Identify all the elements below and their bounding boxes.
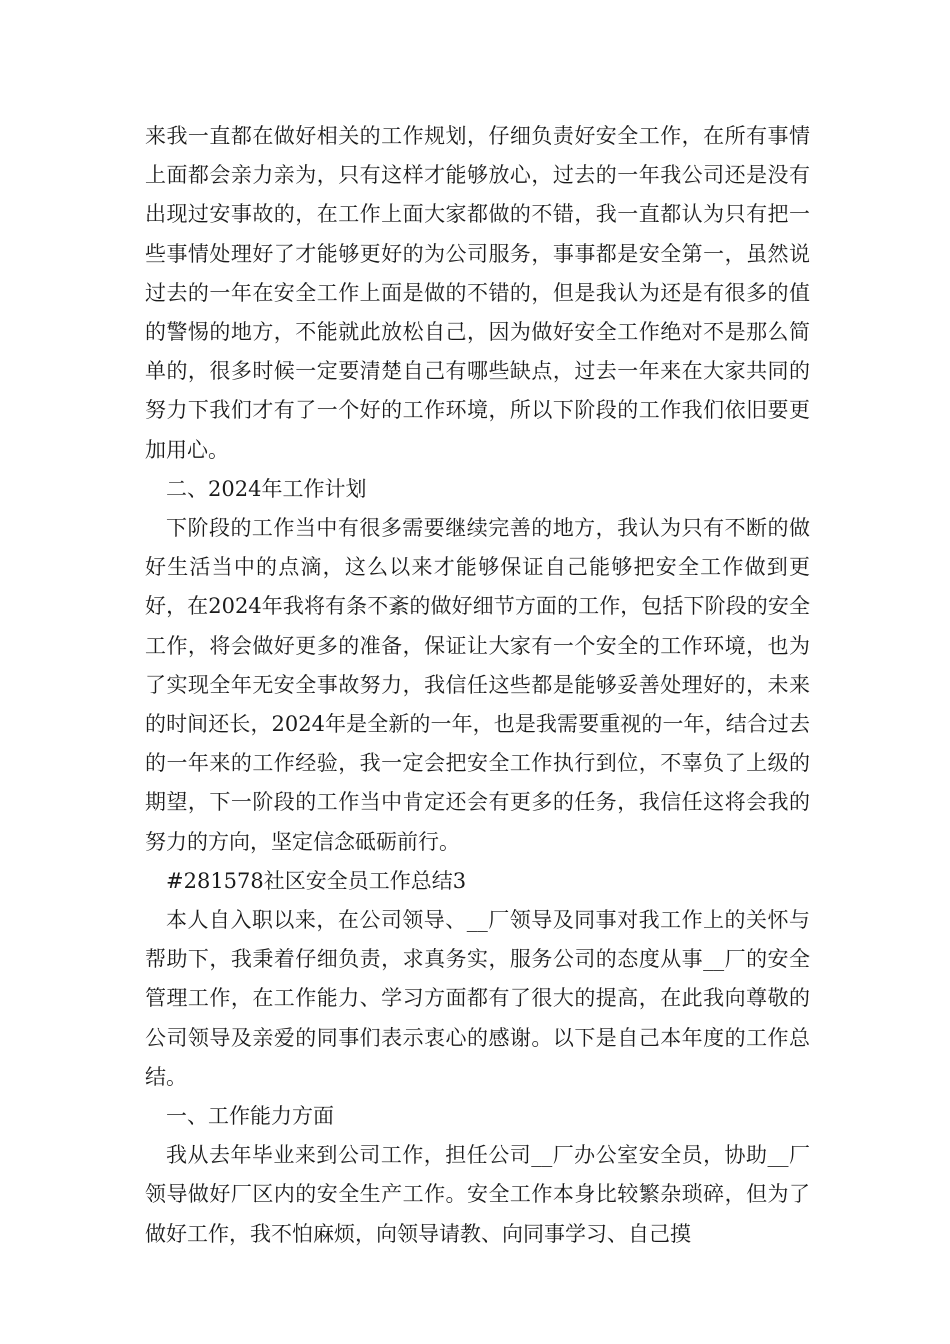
section-heading-summary-3: #281578社区安全员工作总结3 bbox=[166, 868, 467, 893]
paragraph-next-stage-plan: 下阶段的工作当中有很多需要继续完善的地方，我认为只有不断的做好生活当中的点滴，这么以来才能够保证自己能够把安全工作做到更好，在2024年我将有条不紊的做好细节方面的工作，包括下阶段的安全工作，将会做好更多的准备，保证让大家有一个安全的工作环境，也为了实现全年无安全事故努力，我信任这些都是能够妥善处理好的，未来的时间还长，2024年是全新的一年，也是我需要重视的一年，结合过去的一年来的工作经验，我一定会把安全工作执行到位，不辜负了上级的期望，下一阶段的工作当中肯定还会有更多的任务，我信任这将会我的努力的方向，坚定信念砥砺前行。 bbox=[145, 516, 810, 854]
paragraph-continued-summary: 来我一直都在做好相关的工作规划，仔细负责好安全工作，在所有事情上面都会亲力亲为，只有这样才能够放心，过去的一年我公司还是没有出现过安事故的，在工作上面大家都做的不错，我一直都认为只有把一些事情处理好了才能够更好的为公司服务，事事都是安全第一，虽然说过去的一年在安全工作上面是做的不错的，但是我认为还是有很多的值的警惕的地方，不能就此放松自己，因为做好安全工作绝对不是那么简单的，很多时候一定要清楚自己有哪些缺点，过去一年来在大家共同的努力下我们才有了一个好的工作环境，所以下阶段的工作我们依旧要更加用心。 bbox=[145, 124, 810, 462]
section-heading-2024-plan: 二、2024年工作计划 bbox=[166, 476, 367, 501]
section-heading-work-ability: 一、工作能力方面 bbox=[166, 1104, 334, 1129]
document-body bbox=[145, 117, 810, 1254]
paragraph-work-ability: 我从去年毕业来到公司工作，担任公司__厂办公室安全员，协助__厂领导做好厂区内的安全生产工作。安全工作本身比较繁杂琐碎，但为了做好工作，我不怕麻烦，向领导请教、向同事学习、自己摸 bbox=[145, 1143, 810, 1246]
paragraph-introduction: 本人自入职以来，在公司领导、__厂领导及同事对我工作上的关怀与帮助下，我秉着仔细负责，求真务实，服务公司的态度从事__厂的安全管理工作，在工作能力、学习方面都有了很大的提高，在此我向尊敬的公司领导及亲爱的同事们表示衷心的感谢。以下是自己本年度的工作总结。 bbox=[145, 908, 810, 1089]
